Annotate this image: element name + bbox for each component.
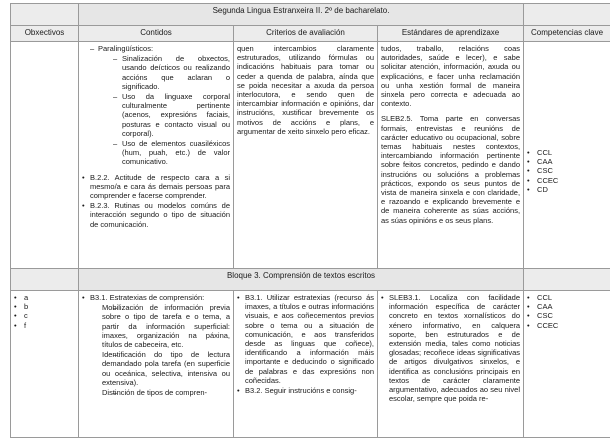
contents-bullet-list — [82, 173, 230, 229]
competences-cell — [524, 42, 610, 269]
objective-item: • b — [14, 302, 75, 311]
list-item: • B3.2. Seguir instrucións e consig- — [237, 386, 374, 395]
table-row — [11, 291, 611, 438]
list-item: • B3.1. Utilizar estratexias (recurso ás imaxes, a títulos e outras informacións visuais, e aos coñecementos previos sobre o tema ou a situación de comunicación, e aos transferidos desde as linguas que coñece), identificando a información máis importante e deducindo o significado de palabras e das expresións non coñecidas. — [237, 293, 374, 385]
list-item: • SLEB3.1. Localiza con facilidade información específica de carácter concreto en textos xornalísticos do xénero informativo, en calquera soporte, ben estruturados e de extensión media, tales como noticias glosadas; recoñece ideas significativas de artigos divulgativos sinxelos, e identifica as conclusións principais en textos de carácter claramente argumentativo, adecuados ao seu nivel escolar, sempre que poida re- — [381, 293, 520, 403]
objectives-cell — [11, 291, 79, 438]
curriculum-page — [10, 3, 610, 439]
curriculum-table — [10, 3, 610, 438]
header-contents: Contidos — [79, 26, 234, 42]
block-left-cell — [11, 269, 79, 291]
standard-text: SLEB2.5. Toma parte en conversas formais, entrevistas e reunións de carácter educativo ou ocupacional, sobre temas habituais nestes contextos, intercambiando información pertinente sobre feitos concretos, pedindo e dando instrucións ou solucións a problemas prácticos, expondo os seus puntos de vista de maneira sinxela e con claridade, e razoando e explicando brevemente e de maneira coherente as súas accións, as súas opinións e os seus plans. — [381, 114, 521, 225]
criteria-bullet-list — [237, 293, 374, 395]
competence-item: • CAA — [527, 157, 607, 166]
list-item: – Identificación do tipo de lectura demandado pola tarefa (en superficie ou oceánica, selectiva, intensiva ou extensiva). — [82, 350, 230, 387]
standards-cell — [378, 291, 524, 438]
list-item: – Uso de elementos cuasiléxicos (hum, puah, etc.) de valor comunicativo. — [82, 139, 230, 167]
list-item: – Distinción de tipos de compren- — [82, 388, 230, 397]
competence-item: • CSC — [527, 166, 607, 175]
header-criteria: Criterios de avaliación — [234, 26, 378, 42]
competence-item: • CAA — [527, 302, 607, 311]
competence-item: • CSC — [527, 311, 607, 320]
competence-item: • CCL — [527, 293, 607, 302]
competences-spacer — [527, 44, 607, 148]
list-item: • B.2.3. Rutinas ou modelos comúns de interacción segundo o tipo de situación de comunicación. — [82, 201, 230, 229]
competences-cell — [524, 291, 610, 438]
block-right-cell — [524, 269, 610, 291]
objective-item: • c — [14, 311, 75, 320]
criteria-text: quen intercambios claramente estruturados, utilizando fórmulas ou indicacións habituais para tomar ou ceder a quenda de palabra, aínda que se poida necesitar a axuda da persoa interlocutora, e sendo quen de intercambiar información e opinións, dar instrucións, xustificar brevemente os motivos de accións e plans, e argumentar de xeito sinxelo pero eficaz. — [237, 44, 374, 136]
header-standards: Estándares de aprendizaxe — [378, 26, 524, 42]
standards-bullet-list — [381, 293, 520, 403]
criteria-cell — [234, 291, 378, 438]
table-title-row — [11, 4, 611, 26]
standard-text: tudos, traballo, relacións coas autoridades, saúde e lecer), e sabe solicitar atención, información, axuda ou explicacións, e facer unha reclamación ou unha xestión formal de maneira sinxela pero correcta e adecuada ao contexto. — [381, 44, 521, 109]
contents-bullet-list — [82, 293, 230, 302]
block-title-row — [11, 269, 611, 291]
header-objectives: Obxectivos — [11, 26, 79, 42]
header-competences: Competencias clave — [524, 26, 610, 42]
objective-item: • a — [14, 293, 75, 302]
list-item: • B.2.2. Actitude de respecto cara a si mesmo/a e cara ás demais persoas para comprender e facerse comprender. — [82, 173, 230, 201]
contents-cell — [79, 42, 234, 269]
list-item: – Sinalización de obxectos, usando deícticos ou realizando accións que aclaran o significado. — [82, 54, 230, 91]
competence-item: • CCEC — [527, 176, 607, 185]
objectives-cell — [11, 42, 79, 269]
list-item: – Uso da linguaxe corporal culturalmente pertinente (acenos, expresións faciais, posturas e contacto visual ou corporal). — [82, 92, 230, 138]
objective-item: • f — [14, 321, 75, 330]
contents-cell — [79, 291, 234, 438]
title-left-cell — [11, 4, 79, 26]
column-header-row — [11, 26, 611, 42]
table-row — [11, 42, 611, 269]
criteria-cell — [234, 42, 378, 269]
competence-item: • CCEC — [527, 321, 607, 330]
paralinguistic-heading: – Paralingüísticos: — [82, 44, 230, 53]
title-right-cell — [524, 4, 610, 26]
list-item: – Mobilización de información previa sobre o tipo de tarefa e o tema, a partir da información superficial: imaxes, organización na páxina, títulos de cabeceira, etc. — [82, 303, 230, 349]
table-title: Segunda Lingua Estranxeira II. 2º de bacharelato. — [79, 4, 524, 26]
list-item: • B3.1. Estratexias de comprensión: — [82, 293, 230, 302]
competence-item: • CCL — [527, 148, 607, 157]
block-title: Bloque 3. Comprensión de textos escritos — [79, 269, 524, 291]
standards-cell — [378, 42, 524, 269]
competence-item: • CD — [527, 185, 607, 194]
